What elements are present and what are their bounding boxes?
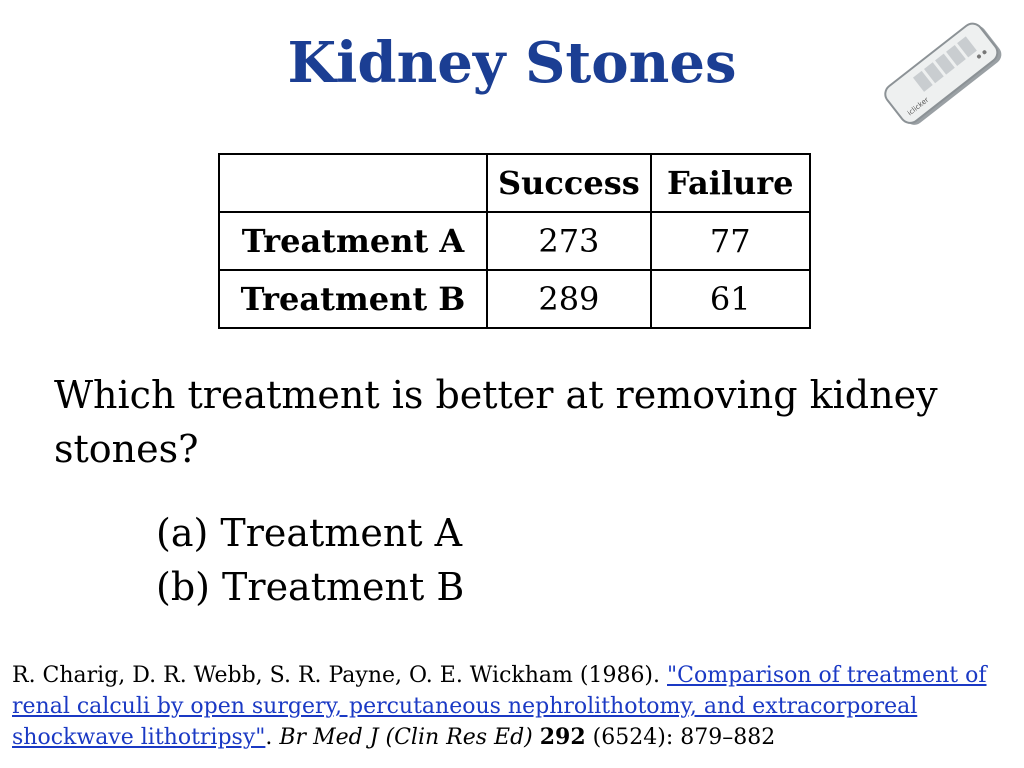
option-a: (a) Treatment A xyxy=(156,511,463,555)
clicker-remote-image xyxy=(880,18,1010,138)
header-cell-failure: Failure xyxy=(651,154,810,212)
table-row xyxy=(219,270,810,328)
results-table xyxy=(218,153,811,329)
question-text: Which treatment is better at removing kidney stones? xyxy=(54,373,938,471)
success-cell: 289 xyxy=(487,270,651,328)
reference-authors: R. Charig, D. R. Webb, S. R. Payne, O. E. Wickham (1986). xyxy=(12,663,668,688)
header-cell-empty xyxy=(219,154,487,212)
table-header-row xyxy=(219,154,810,212)
table-row xyxy=(219,212,810,270)
slide-title: Kidney Stones xyxy=(287,30,737,96)
answer-options xyxy=(156,506,464,614)
failure-cell: 61 xyxy=(651,270,810,328)
reference-article-link[interactable]: "Comparison of treatment of renal calculi by open surgery, percutaneous nephrolithotomy, and extracorporeal shockwave lithotripsy" xyxy=(12,663,987,750)
reference-citation xyxy=(12,660,1016,753)
success-cell: 273 xyxy=(487,212,651,270)
failure-cell: 77 xyxy=(651,212,810,270)
reference-volume: 292 xyxy=(539,724,586,750)
reference-journal: Br Med J (Clin Res Ed) xyxy=(279,725,533,750)
reference-separator: . xyxy=(265,725,280,750)
row-label: Treatment A xyxy=(219,212,487,270)
clicker-logo: iclicker xyxy=(906,95,931,118)
header-cell-success: Success xyxy=(487,154,651,212)
reference-space xyxy=(533,725,540,750)
option-b: (b) Treatment B xyxy=(156,565,465,609)
reference-issue-pages: (6524): 879–882 xyxy=(585,725,776,750)
row-label: Treatment B xyxy=(219,270,487,328)
